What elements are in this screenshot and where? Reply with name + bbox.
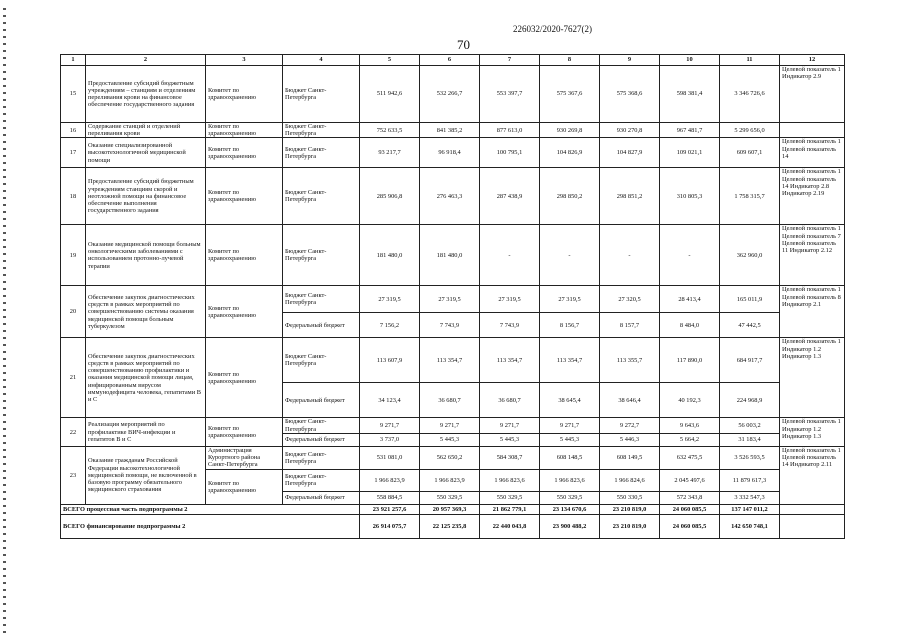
amount-cell: - (600, 225, 660, 286)
executor-cell: Комитет по здравоохранению (206, 123, 283, 138)
amount-cell: 36 680,7 (420, 383, 480, 418)
total-amount: 23 900 488,2 (540, 514, 600, 538)
amount-cell: 9 272,7 (600, 418, 660, 433)
amount-cell: 8 157,7 (600, 313, 660, 338)
total-amount: 26 914 075,7 (360, 514, 420, 538)
amount-cell: 550 329,5 (420, 491, 480, 504)
total-row (61, 514, 845, 538)
amount-cell: 5 445,3 (540, 433, 600, 446)
amount-cell: 5 445,3 (420, 433, 480, 446)
amount-cell: - (480, 225, 540, 286)
total-amount: 24 060 085,5 (660, 504, 720, 514)
activity-name: Предоставление субсидий бюджетным учреждениям – станциям и отделениям переливания крови на финансовое обеспечение государственного задания (86, 66, 206, 123)
amount-cell: 36 680,7 (480, 383, 540, 418)
funding-source: Федеральный бюджет (283, 433, 360, 446)
row-number: 20 (61, 286, 86, 338)
executor-cell: Комитет по здравоохранению (206, 138, 283, 168)
column-header: 3 (206, 55, 283, 66)
amount-cell: 575 367,6 (540, 66, 600, 123)
amount-cell: 1 966 823,6 (540, 469, 600, 491)
amount-cell: 104 826,9 (540, 138, 600, 168)
total-amount: 20 957 369,3 (420, 504, 480, 514)
column-header: 4 (283, 55, 360, 66)
column-header: 1 (61, 55, 86, 66)
table-body (61, 55, 845, 539)
row-number: 16 (61, 123, 86, 138)
amount-cell: 38 645,4 (540, 383, 600, 418)
amount-cell: 1 966 824,6 (600, 469, 660, 491)
amount-cell: 165 011,9 (720, 286, 780, 313)
total-amount: 23 134 670,6 (540, 504, 600, 514)
amount-cell: 109 021,1 (660, 138, 720, 168)
activity-name: Обеспечение закупок диагностических средств в рамках мероприятий по совершенствованию профилактики и оказания медицинской помощи лицам, инфицированным вирусом иммунодефицита человека, гепатитами В и С (86, 338, 206, 418)
amount-cell: 287 438,9 (480, 168, 540, 225)
amount-cell: 276 463,3 (420, 168, 480, 225)
column-header: 5 (360, 55, 420, 66)
total-row (61, 504, 845, 514)
amount-cell: 877 613,0 (480, 123, 540, 138)
row-number: 21 (61, 338, 86, 418)
amount-cell: 598 381,4 (660, 66, 720, 123)
row-number: 15 (61, 66, 86, 123)
amount-cell: 113 354,7 (480, 338, 540, 383)
amount-cell: 56 003,2 (720, 418, 780, 433)
amount-cell: 181 480,0 (360, 225, 420, 286)
table-row (61, 286, 845, 313)
column-header: 2 (86, 55, 206, 66)
column-header: 8 (540, 55, 600, 66)
activity-name: Предоставление субсидий бюджетным учреждениям станциям скорой и неотложной помощи на финансовое обеспечение выполнения государственного задания (86, 168, 206, 225)
indicator-cell: Целевой показатель 1 Целевой показатель 8 Индикатор 2.1 (780, 286, 845, 338)
amount-cell: 362 960,0 (720, 225, 780, 286)
amount-cell: 553 397,7 (480, 66, 540, 123)
total-amount: 23 210 819,0 (600, 514, 660, 538)
activity-name: Оказание специализированной высокотехнологичной медицинской помощи (86, 138, 206, 168)
amount-cell: 2 045 497,6 (660, 469, 720, 491)
amount-cell: 930 270,8 (600, 123, 660, 138)
indicator-cell: Целевой показатель 1 Целевой показатель 14 (780, 138, 845, 168)
amount-cell: 117 890,0 (660, 338, 720, 383)
amount-cell: 285 906,8 (360, 168, 420, 225)
funding-source: Бюджет Санкт-Петербурга (283, 446, 360, 469)
amount-cell: 841 385,2 (420, 123, 480, 138)
amount-cell: 113 355,7 (600, 338, 660, 383)
funding-source: Федеральный бюджет (283, 313, 360, 338)
amount-cell: 9 271,7 (360, 418, 420, 433)
amount-cell: 608 149,5 (600, 446, 660, 469)
funding-source: Федеральный бюджет (283, 491, 360, 504)
total-indicator-empty (780, 514, 845, 538)
executor-cell: Комитет по здравоохранению (206, 168, 283, 225)
executor-cell: Администрация Курортного района Санкт-Петербурга (206, 446, 283, 469)
amount-cell: 572 343,8 (660, 491, 720, 504)
amount-cell: 5 446,3 (600, 433, 660, 446)
table-row (61, 446, 845, 469)
total-amount: 22 125 235,8 (420, 514, 480, 538)
indicator-cell: Целевой показатель 1 Индикатор 1.2 Индикатор 1.3 (780, 418, 845, 446)
funding-source: Бюджет Санкт-Петербурга (283, 138, 360, 168)
row-number: 19 (61, 225, 86, 286)
funding-source: Бюджет Санкт-Петербурга (283, 168, 360, 225)
amount-cell: 298 851,2 (600, 168, 660, 225)
indicator-cell: Целевой показатель 1 Индикатор 2.9 (780, 66, 845, 123)
amount-cell: 3 737,0 (360, 433, 420, 446)
column-header: 11 (720, 55, 780, 66)
amount-cell: 3 346 726,6 (720, 66, 780, 123)
column-header: 6 (420, 55, 480, 66)
funding-source: Федеральный бюджет (283, 383, 360, 418)
executor-cell: Комитет по здравоохранению (206, 469, 283, 504)
table-row (61, 418, 845, 433)
total-amount: 23 921 257,6 (360, 504, 420, 514)
activity-name: Оказание медицинской помощи больным онкологическими заболеваниями с использованием протонно-лучевой терапии (86, 225, 206, 286)
amount-cell: 113 354,7 (540, 338, 600, 383)
row-number: 18 (61, 168, 86, 225)
row-number: 17 (61, 138, 86, 168)
amount-cell: 7 743,9 (480, 313, 540, 338)
header-row (61, 55, 845, 66)
table-row (61, 66, 845, 123)
amount-cell: 100 795,1 (480, 138, 540, 168)
total-label: ВСЕГО финансирование подпрограммы 2 (61, 514, 360, 538)
amount-cell: 224 968,9 (720, 383, 780, 418)
amount-cell: 93 217,7 (360, 138, 420, 168)
amount-cell: 38 646,4 (600, 383, 660, 418)
amount-cell: 113 607,9 (360, 338, 420, 383)
activity-name: Реализация мероприятий по профилактике ВИЧ-инфекции и гепатитов В и С (86, 418, 206, 446)
amount-cell: 104 827,9 (600, 138, 660, 168)
amount-cell: 532 266,7 (420, 66, 480, 123)
amount-cell: 181 480,0 (420, 225, 480, 286)
amount-cell: 31 183,4 (720, 433, 780, 446)
total-amount: 22 440 043,8 (480, 514, 540, 538)
column-header: 12 (780, 55, 845, 66)
total-amount: 137 147 011,2 (720, 504, 780, 514)
amount-cell: 28 413,4 (660, 286, 720, 313)
amount-cell: 5 299 656,0 (720, 123, 780, 138)
amount-cell: 9 271,7 (420, 418, 480, 433)
amount-cell: 562 650,2 (420, 446, 480, 469)
amount-cell: - (660, 225, 720, 286)
amount-cell: 34 123,4 (360, 383, 420, 418)
indicator-cell: Целевой показатель 1 Индикатор 1.2 Индикатор 1.3 (780, 338, 845, 418)
amount-cell: 27 319,5 (420, 286, 480, 313)
executor-cell: Комитет по здравоохранению (206, 66, 283, 123)
amount-cell: 27 319,5 (480, 286, 540, 313)
amount-cell: 584 308,7 (480, 446, 540, 469)
amount-cell: 27 320,5 (600, 286, 660, 313)
amount-cell: 5 445,3 (480, 433, 540, 446)
table-row (61, 225, 845, 286)
total-indicator-empty (780, 504, 845, 514)
indicator-cell: Целевой показатель 1 Целевой показатель 7 Целевой показатель 11 Индикатор 2.12 (780, 225, 845, 286)
funding-source: Бюджет Санкт-Петербурга (283, 469, 360, 491)
total-amount: 21 862 779,1 (480, 504, 540, 514)
indicator-cell (780, 123, 845, 138)
amount-cell: 1 966 823,9 (420, 469, 480, 491)
amount-cell: 684 917,7 (720, 338, 780, 383)
amount-cell: 930 269,8 (540, 123, 600, 138)
scan-edge (3, 8, 6, 633)
amount-cell: 27 319,5 (360, 286, 420, 313)
amount-cell: 40 192,3 (660, 383, 720, 418)
row-number: 23 (61, 446, 86, 504)
amount-cell: 310 805,3 (660, 168, 720, 225)
column-header: 9 (600, 55, 660, 66)
amount-cell: 113 354,7 (420, 338, 480, 383)
amount-cell: 550 329,5 (480, 491, 540, 504)
amount-cell: 558 884,5 (360, 491, 420, 504)
funding-source: Бюджет Санкт-Петербурга (283, 66, 360, 123)
amount-cell: 1 966 823,6 (480, 469, 540, 491)
amount-cell: 7 743,9 (420, 313, 480, 338)
amount-cell: 608 148,5 (540, 446, 600, 469)
page-number: 70 (457, 37, 470, 52)
amount-cell: 3 526 593,5 (720, 446, 780, 469)
executor-cell: Комитет по здравоохранению (206, 286, 283, 338)
column-header: 7 (480, 55, 540, 66)
executor-cell: Комитет по здравоохранению (206, 225, 283, 286)
amount-cell: 1 758 315,7 (720, 168, 780, 225)
amount-cell: 967 481,7 (660, 123, 720, 138)
total-amount: 24 060 085,5 (660, 514, 720, 538)
amount-cell: 9 643,6 (660, 418, 720, 433)
total-label: ВСЕГО процессная часть подпрограммы 2 (61, 504, 360, 514)
amount-cell: 5 664,2 (660, 433, 720, 446)
amount-cell: 550 329,5 (540, 491, 600, 504)
column-header: 10 (660, 55, 720, 66)
amount-cell: 550 330,5 (600, 491, 660, 504)
amount-cell: 27 319,5 (540, 286, 600, 313)
table-row (61, 138, 845, 168)
activity-name: Оказание гражданам Российской Федерации высокотехнологичной медицинской помощи, не включенной в базовую программу обязательного медицинского страхования (86, 446, 206, 504)
activity-name: Содержание станций и отделений переливания крови (86, 123, 206, 138)
executor-cell: Комитет по здравоохранению (206, 418, 283, 446)
amount-cell: 752 633,5 (360, 123, 420, 138)
funding-source: Бюджет Санкт-Петербурга (283, 418, 360, 433)
table-row (61, 123, 845, 138)
amount-cell: 3 332 547,3 (720, 491, 780, 504)
amount-cell: 96 918,4 (420, 138, 480, 168)
amount-cell: - (540, 225, 600, 286)
row-number: 22 (61, 418, 86, 446)
amount-cell: 11 879 617,3 (720, 469, 780, 491)
funding-source: Бюджет Санкт-Петербурга (283, 338, 360, 383)
amount-cell: 511 942,6 (360, 66, 420, 123)
amount-cell: 8 156,7 (540, 313, 600, 338)
indicator-cell: Целевой показатель 1 Целевой показатель 14 Индикатор 2.8 Индикатор 2.19 (780, 168, 845, 225)
indicator-cell: Целевой показатель 1 Целевой показатель 14 Индикатор 2.11 (780, 446, 845, 504)
amount-cell: 1 966 823,9 (360, 469, 420, 491)
total-amount: 23 210 819,0 (600, 504, 660, 514)
amount-cell: 9 271,7 (480, 418, 540, 433)
funding-source: Бюджет Санкт-Петербурга (283, 286, 360, 313)
document-number: 226032/2020-7627(2) (513, 24, 592, 34)
table-row (61, 338, 845, 383)
total-amount: 142 650 748,1 (720, 514, 780, 538)
amount-cell: 298 850,2 (540, 168, 600, 225)
amount-cell: 531 081,0 (360, 446, 420, 469)
budget-table (60, 54, 845, 539)
funding-source: Бюджет Санкт-Петербурга (283, 123, 360, 138)
amount-cell: 8 484,0 (660, 313, 720, 338)
activity-name: Обеспечение закупок диагностических средств в рамках мероприятий по совершенствованию системы оказания медицинской помощи больным туберкулезом (86, 286, 206, 338)
amount-cell: 47 442,5 (720, 313, 780, 338)
funding-source: Бюджет Санкт-Петербурга (283, 225, 360, 286)
amount-cell: 609 607,1 (720, 138, 780, 168)
amount-cell: 9 271,7 (540, 418, 600, 433)
amount-cell: 632 475,5 (660, 446, 720, 469)
executor-cell: Комитет по здравоохранению (206, 338, 283, 418)
table-row (61, 168, 845, 225)
amount-cell: 575 368,6 (600, 66, 660, 123)
amount-cell: 7 156,2 (360, 313, 420, 338)
